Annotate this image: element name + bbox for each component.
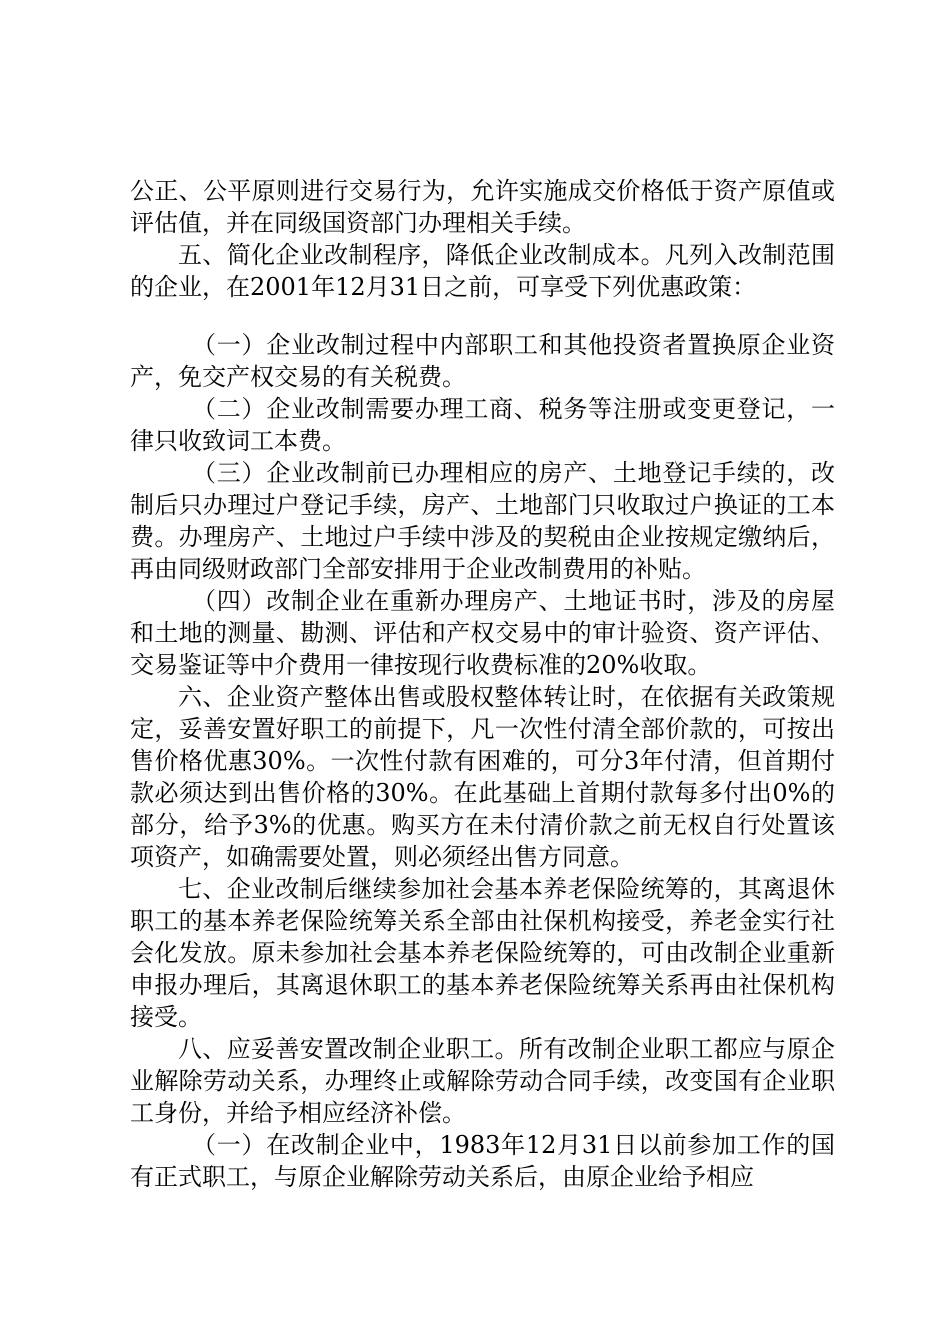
paragraph-item-5-4: （四）改制企业在重新办理房产、土地证书时，涉及的房屋和土地的测量、勘测、评估和产权交易中的审计验资、资产评估、交易鉴证等中介费用一律按现行收费标准的20%收取。 [130, 587, 835, 679]
paragraph-section-6: 六、企业资产整体出售或股权整体转让时，在依据有关政策规定，妥善安置好职工的前提下，凡一次性付清全部价款的，可按出售价格优惠30%。一次性付款有困难的，可分3年付清，但首期付款必须达到出售价格的30%。在此基础上首期付款每多付出0%的部分，给予3%的优惠。购买方在未付清价款之前无权自行处置该项资产，如确需要处置，则必须经出售方同意。 [130, 683, 835, 871]
paragraph-section-8: 八、应妥善安置改制企业职工。所有改制企业职工都应与原企业解除劳动关系，办理终止或解除劳动合同手续，改变国有企业职工身份，并给予相应经济补偿。 [130, 1035, 835, 1127]
paragraph-item-5-1: （一）企业改制过程中内部职工和其他投资者置换原企业资产，免交产权交易的有关税费。 [130, 331, 835, 391]
paragraph-continuation: 公正、公平原则进行交易行为，允许实施成交价格低于资产原值或评估值，并在同级国资部门办理相关手续。 [130, 177, 835, 237]
paragraph-section-7: 七、企业改制后继续参加社会基本养老保险统筹的，其离退休职工的基本养老保险统筹关系全部由社保机构接受，养老金实行社会化发放。原未参加社会基本养老保险统筹的，可由改制企业重新申报办理后，其离退休职工的基本养老保险统筹关系再由社保机构接受。 [130, 875, 835, 1031]
paragraph-item-5-3: （三）企业改制前已办理相应的房产、土地登记手续的，改制后只办理过户登记手续，房产、土地部门只收取过户换证的工本费。办理房产、土地过户手续中涉及的契税由企业按规定缴纳后，再由同级财政部门全部安排用于企业改制费用的补贴。 [130, 459, 835, 583]
paragraph-item-5-2: （二）企业改制需要办理工商、税务等注册或变更登记，一律只收致词工本费。 [130, 395, 835, 455]
document-body [130, 175, 835, 1193]
paragraph-item-8-1: （一）在改制企业中，1983年12月31日以前参加工作的国有正式职工，与原企业解除劳动关系后，由原企业给予相应 [130, 1131, 835, 1191]
paragraph-section-5: 五、简化企业改制程序，降低企业改制成本。凡列入改制范围的企业，在2001年12月31日之前，可享受下列优惠政策： [130, 241, 835, 301]
